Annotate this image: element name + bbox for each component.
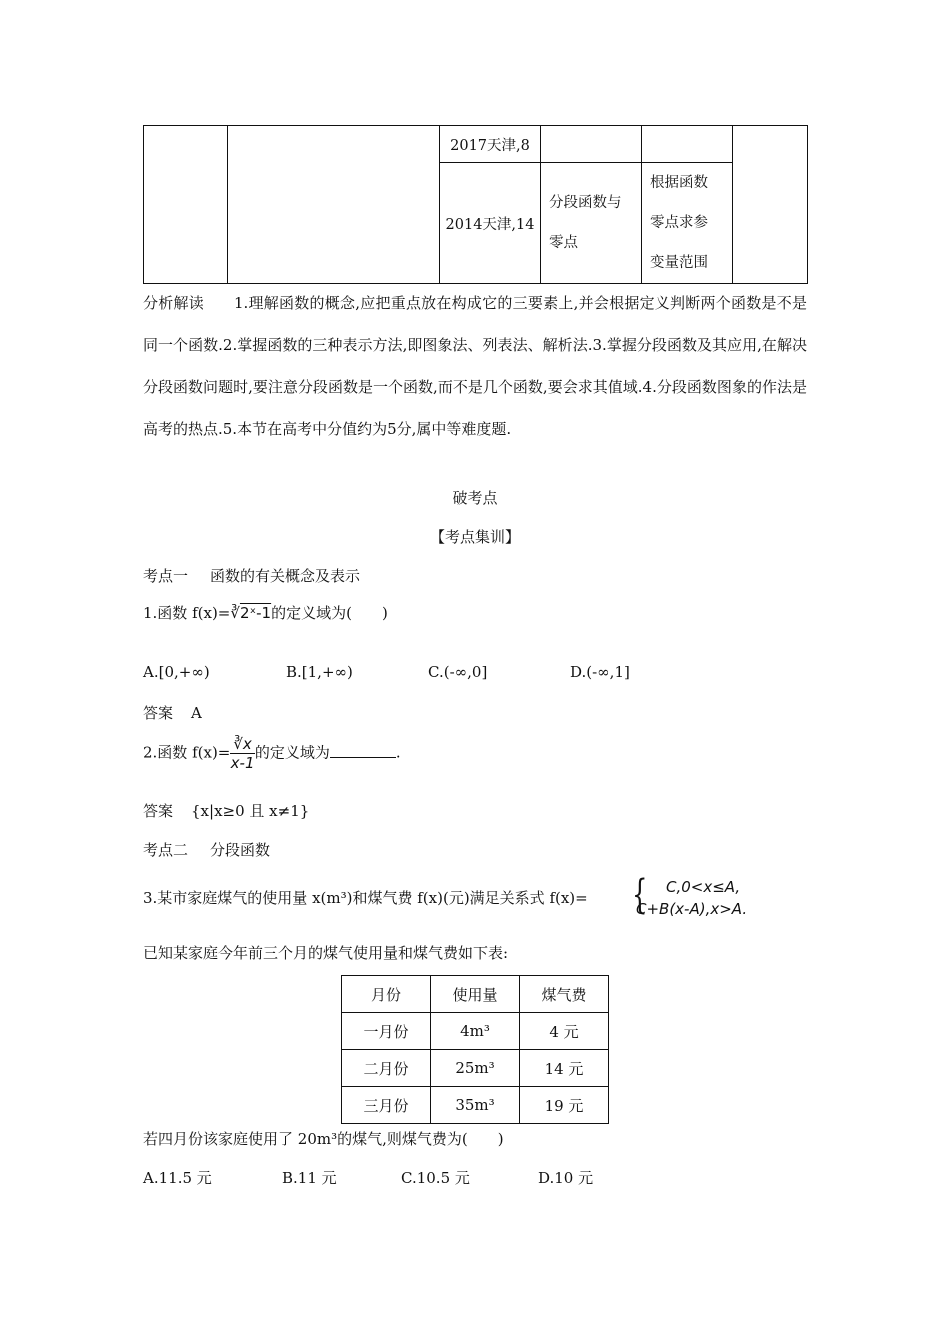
q3-question: 若四月份该家庭使用了 20m³的煤气,则煤气费为( ) bbox=[143, 1130, 504, 1148]
table-cell-empty bbox=[733, 126, 808, 284]
table-cell-empty bbox=[144, 126, 228, 284]
section-title: 破考点 bbox=[452, 489, 498, 507]
table-cell-year: 2017天津,8 bbox=[440, 126, 541, 163]
q3-option-c: C.10.5 元 bbox=[401, 1169, 470, 1187]
piecewise-brace: { bbox=[632, 872, 648, 918]
q1-stem: 1.函数 f(x)=∛2ˣ-1的定义域为( ) bbox=[143, 604, 388, 622]
q3-option-a: A.11.5 元 bbox=[143, 1169, 212, 1187]
q1-option-b: B.[1,+∞) bbox=[286, 663, 353, 681]
table-cell-empty bbox=[541, 126, 642, 163]
subsection-title: 【考点集训】 bbox=[429, 528, 520, 546]
table-cell-topic: 分段函数与 零点 bbox=[541, 163, 642, 284]
q2-fraction: $\frac{∛x}{x-1}$ bbox=[230, 735, 255, 772]
analysis-paragraph bbox=[143, 282, 807, 450]
q1-answer: 答案 A bbox=[143, 704, 202, 722]
analysis-text: 1.理解函数的概念,应把重点放在构成它的三要素上,并会根据定义判断两个函数是不是同一个函数.2.掌握函数的三种表示方法,即图象法、列表法、解析法.3.掌握分段函数及其应用,在解决分段函数问题时,要注意分段函数是一个函数,而不是几个函数,要会求其值域.4.分段函数图象的作法是高考的热点.5.本节在高考中分值约为5分,属中等难度题. bbox=[143, 294, 807, 438]
table-row: 三月份 35m³ 19 元 bbox=[342, 1087, 609, 1124]
q2-answer: 答案 {x|x≥0 且 x≠1} bbox=[143, 802, 310, 820]
q2-stem: 2.函数 f(x)= $\frac{∛x}{x-1}$ 的定义域为 . bbox=[143, 735, 401, 772]
piecewise-function: C,0<x≤A, C+B(x-A),x>A. bbox=[636, 878, 748, 918]
q3-stem: 3.某市家庭煤气的使用量 x(m³)和煤气费 f(x)(元)满足关系式 f(x)= bbox=[143, 889, 588, 907]
q3-option-d: D.10 元 bbox=[538, 1169, 594, 1187]
exam-info-table bbox=[143, 125, 808, 284]
table-header-row bbox=[342, 976, 609, 1013]
table-row: 一月份 4m³ 4 元 bbox=[342, 1013, 609, 1050]
analysis-label: 分析解读 bbox=[143, 294, 204, 312]
q1-option-c: C.(-∞,0] bbox=[428, 663, 488, 681]
q1-radical: ∛2ˣ-1 bbox=[230, 604, 272, 622]
table-header: 使用量 bbox=[431, 976, 520, 1013]
table-header: 月份 bbox=[342, 976, 431, 1013]
point1-heading: 考点一 函数的有关概念及表示 bbox=[143, 567, 361, 585]
table-row: 二月份 25m³ 14 元 bbox=[342, 1050, 609, 1087]
table-cell-method: 根据函数 零点求参 变量范围 bbox=[642, 163, 733, 284]
q1-option-d: D.(-∞,1] bbox=[570, 663, 630, 681]
table-cell-year: 2014天津,14 bbox=[440, 163, 541, 284]
q3-option-b: B.11 元 bbox=[282, 1169, 337, 1187]
q2-answer-blank[interactable] bbox=[330, 743, 396, 758]
q3-intro: 已知某家庭今年前三个月的煤气使用量和煤气费如下表: bbox=[143, 944, 509, 962]
q1-option-a: A.[0,+∞) bbox=[143, 663, 210, 681]
point2-heading: 考点二 分段函数 bbox=[143, 841, 271, 859]
table-cell-empty bbox=[228, 126, 440, 284]
table-header: 煤气费 bbox=[520, 976, 609, 1013]
table-cell-empty bbox=[642, 126, 733, 163]
gas-usage-table bbox=[341, 975, 609, 1124]
